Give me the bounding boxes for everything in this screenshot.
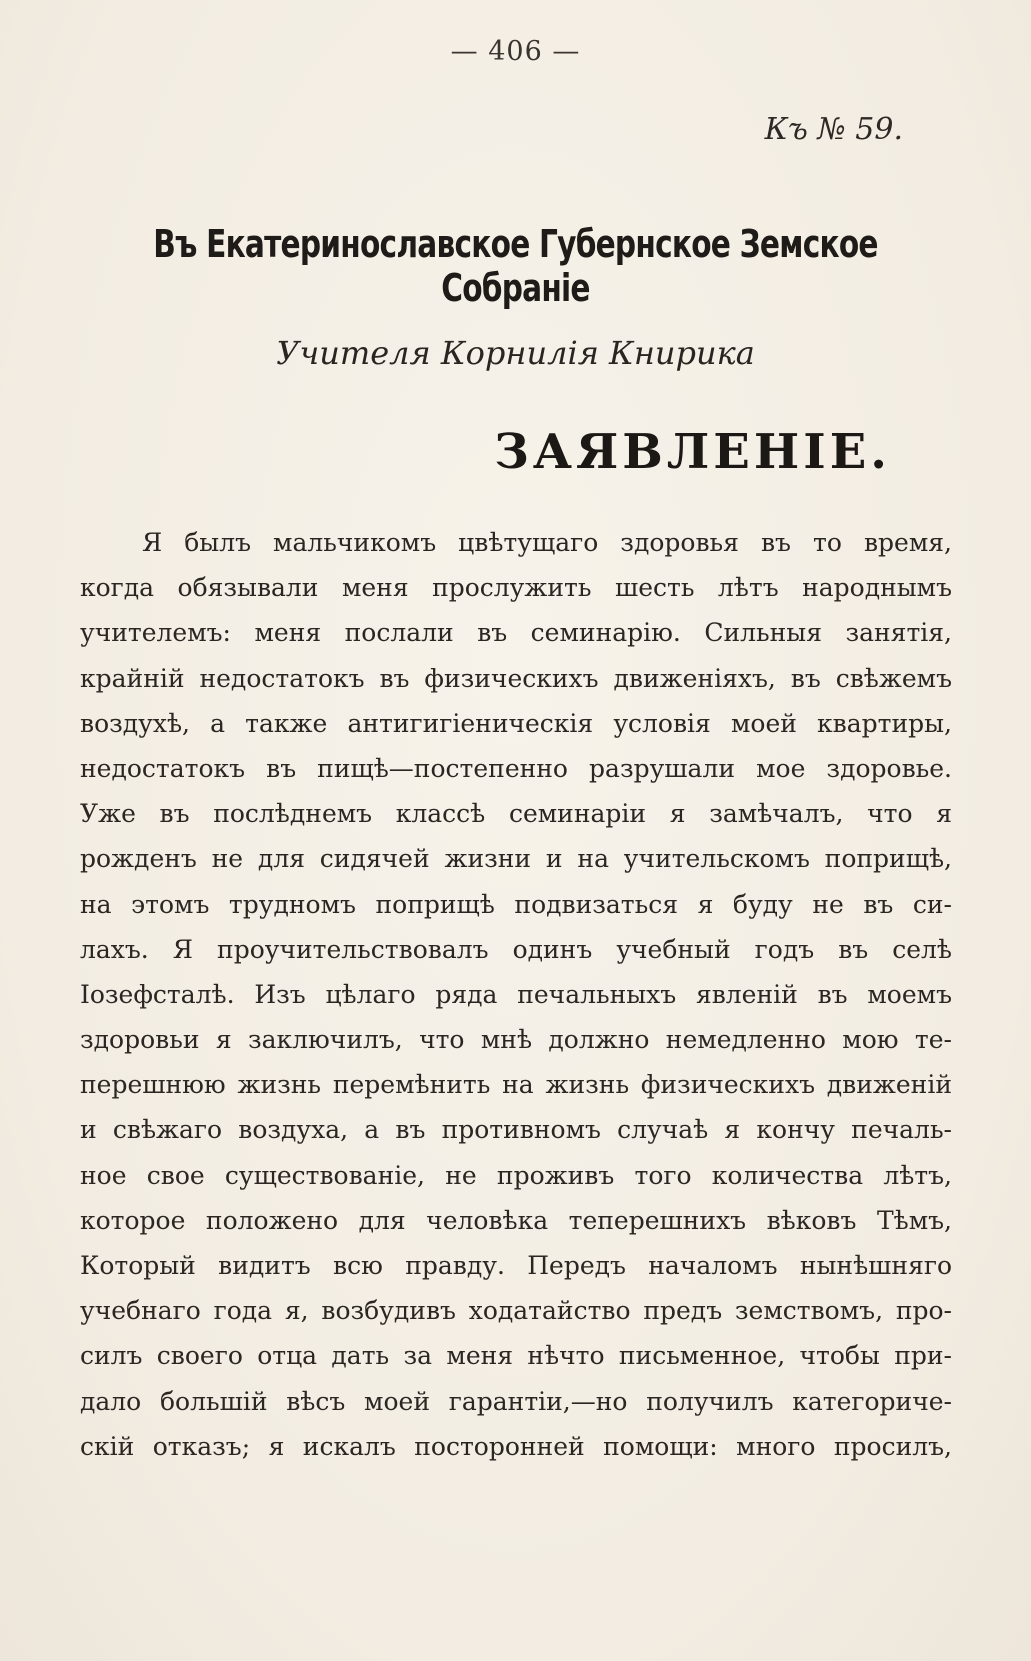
body-line: учебнаго года я, возбудивъ ходатайство предъ земствомъ, про-: [80, 1296, 952, 1326]
page-number: — 406 —: [450, 36, 581, 67]
body-line: Іозефсталѣ. Изъ цѣлаго ряда печальныхъ явленій въ моемъ: [80, 979, 952, 1009]
body-line: рожденъ не для сидячей жизни и на учительскомъ поприщѣ,: [80, 844, 952, 874]
author-subheading: Учителя Корнилія Книрика: [276, 334, 755, 372]
body-line: ное свое существованіе, не проживъ того количества лѣтъ,: [80, 1160, 952, 1190]
body-line: перешнюю жизнь перемѣнить на жизнь физическихъ движеній: [80, 1070, 952, 1100]
body-line: на этомъ трудномъ поприщѣ подвизаться я буду не въ си-: [80, 889, 952, 919]
body-line: силъ своего отца дать за меня нѣчто письменное, чтобы при-: [80, 1341, 952, 1371]
body-line: Уже въ послѣднемъ классѣ семинаріи я замѣчалъ, что я: [80, 799, 952, 829]
body-line: недостатокъ въ пищѣ—постепенно разрушали мое здоровье.: [80, 753, 952, 783]
body-line: крайній недостатокъ въ физическихъ движеніяхъ, въ свѣжемъ: [80, 663, 952, 693]
body-line: Который видитъ всю правду. Передъ началомъ нынѣшняго: [80, 1251, 952, 1280]
body-line: учителемъ: меня послали въ семинарію. Сильныя занятія,: [80, 618, 952, 648]
body-line: скій отказъ; я искалъ посторонней помощи: много просилъ,: [80, 1431, 952, 1461]
main-heading: Въ Екатеринославское Губернское Земское Собраніе: [153, 222, 878, 310]
body-line: воздухѣ, а также антигигіеническія условія моей квартиры,: [80, 708, 952, 738]
body-line: и свѣжаго воздуха, а въ противномъ случаѣ я кончу печаль-: [80, 1115, 952, 1145]
body-line: когда обязывали меня прослужить шесть лѣтъ народнымъ: [80, 573, 952, 603]
statement-title: ЗАЯВЛЕНІЕ.: [494, 424, 891, 480]
body-line: лахъ. Я проучительствовалъ одинъ учебный годъ въ селѣ: [80, 934, 952, 964]
body-text: [80, 520, 952, 1469]
body-line: Я былъ мальчикомъ цвѣтущаго здоровья въ то время,: [142, 528, 952, 557]
body-line: дало большій вѣсъ моей гарантіи,—но получилъ категориче-: [80, 1386, 952, 1416]
body-line: здоровьи я заключилъ, что мнѣ должно немедленно мою те-: [80, 1025, 952, 1055]
body-line: которое положено для человѣка теперешнихъ вѣковъ Тѣмъ,: [80, 1205, 952, 1235]
reference-number: Къ № 59.: [764, 112, 903, 147]
